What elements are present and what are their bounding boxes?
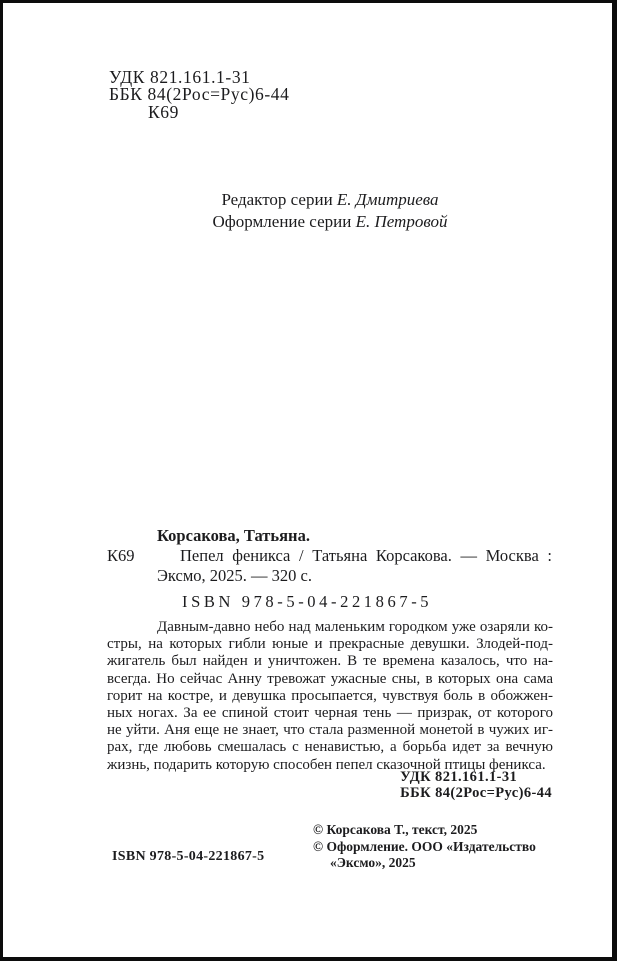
series-editor-prefix: Редактор серии xyxy=(221,190,337,209)
copyright-text-line: © Корсакова Т., текст, 2025 xyxy=(313,822,478,837)
series-editor-line xyxy=(107,189,553,211)
isbn-bottom: ISBN 978-5-04-221867-5 xyxy=(112,849,265,864)
series-design-name: Е. Петровой xyxy=(355,211,448,231)
catalog-title-line-1: Пепел феникса / Татьяна Корсакова. — Москва : xyxy=(180,546,552,565)
bbk-code: ББК 84(2Рос=Рус)6-44 xyxy=(109,84,290,105)
udk-code: УДК 821.161.1-31 xyxy=(109,67,251,87)
top-classification-codes xyxy=(109,69,290,121)
annotation-line: стры, на которых гибли юные и прекрасные девушки. Злодей-под- xyxy=(107,636,553,653)
author-sign-code: К69 xyxy=(148,101,179,122)
bbk-code-bold: ББК 84(2Рос=Рус)6-44 xyxy=(400,784,552,801)
annotation-line: жизнь, подарить которую способен пепел сказочной птицы феникса. xyxy=(107,756,546,773)
series-editor-name: Е. Дмитриева xyxy=(336,190,439,209)
udk-code-bold: УДК 821.161.1-31 xyxy=(400,769,518,785)
annotation-line: не уйти. Аня еще не знает, что стала разменной монетой в чужих иг- xyxy=(107,722,553,739)
catalog-author-code: К69 xyxy=(107,546,135,565)
copyright-design-wrap: «Эксмо», 2025 xyxy=(330,855,416,871)
series-design-prefix: Оформление серии xyxy=(212,211,356,231)
annotation-paragraph xyxy=(107,619,553,774)
catalog-title-line-2: Эксмо, 2025. — 320 с. xyxy=(157,566,312,585)
catalog-isbn: ISBN 978-5-04-221867-5 xyxy=(182,592,433,611)
annotation-line: ных ногах. За ее спиной стоит черная тень — призрак, от которого xyxy=(107,705,553,722)
copyright-design-line: © Оформление. ООО «Издательство xyxy=(313,838,536,854)
catalog-author-header: Корсакова, Татьяна. xyxy=(157,526,310,545)
annotation-line: горит на костре, и девушка просыпается, чувствуя боль в обожжен- xyxy=(107,687,553,704)
copyright-block xyxy=(313,822,536,872)
annotation-line: жигатель был найден и уничтожен. В те времена казалось, что на- xyxy=(107,653,553,670)
bottom-classification-codes xyxy=(400,770,552,802)
annotation-line: рах, где любовь смешалась с ненавистью, а борьба идет за вечную xyxy=(107,739,553,756)
book-imprint-page xyxy=(3,3,612,957)
annotation-line: всегда. Но сейчас Анну тревожат ужасные сны, в которых она сама xyxy=(107,670,553,687)
series-design-line xyxy=(107,211,553,233)
series-credits xyxy=(107,189,553,232)
annotation-line: Давным-давно небо над маленьким городком уже озаряли ко- xyxy=(157,619,553,635)
